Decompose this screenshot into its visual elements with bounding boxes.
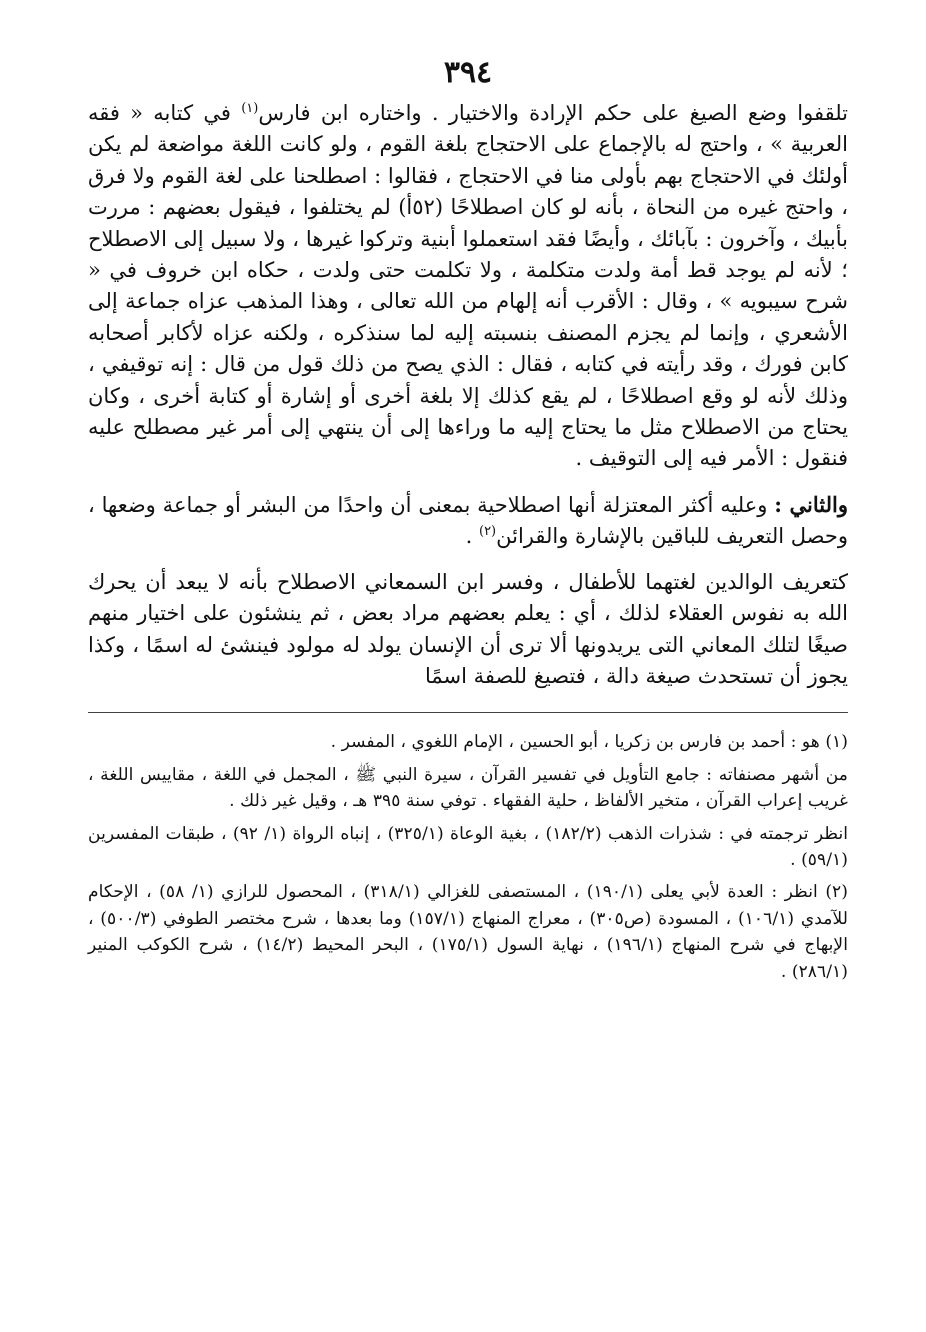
footnote-1-biography-sources: انظر ترجمته في : شذرات الذهب (١٨٢/٢) ، بغية الوعاة (٣٢٥/١) ، إنباه الرواة (١/ ٩٢) ، طبقات المفسرين (٥٩/١) .: [88, 823, 849, 870]
paragraph-second-text-a: وعليه أكثر المعتزلة أنها اصطلاحية بمعنى أن واحدًا من البشر أو جماعة وضعها ، وحصل التعريف للباقين بالإشارة والقرائن: [88, 492, 848, 549]
paragraph-second-text-b: .: [465, 524, 479, 549]
footnotes-section: [88, 729, 848, 985]
paragraph-second-lead: والثاني :: [774, 491, 848, 517]
footnote-1-works: من أشهر مصنفاته : جامع التأويل في تفسير القرآن ، سيرة النبي ﷺ ، المجمل في اللغة ، مقاييس اللغة ، غريب إعراب القرآن ، متخير الألفاظ ، حلية الفقهاء . توفي سنة ٣٩٥ هـ ، وقيل غير ذلك .: [88, 764, 848, 812]
paragraph-first-text-b: في كتابه « فقه العربية » ، واحتج له بالإجماع على الاحتجاج بلغة القوم ، ولو كانت اللغة مواضعة لم يكن أولئك في الاحتجاج بهم بأولى منا في الاحتجاج ، فقالوا : اصطلحنا على لغة القوم ولا فرق ، واحتج غيره من النحاة ، بأنه لو كان اصطلاحًا (٥٢أ) لم يختلفوا ، فيقول بعضهم : مررت بأبيك ، وآخرون : بآبائك ، وأيضًا فقد استعملوا أبنية وتركوا غيرها ، ولا سبيل إلى الاصطلاح ؛ لأنه لم يوجد قط أمة ولدت متكلمة ، ولا تكلمت حتى ولدت ، حكاه ابن خروف في « شرح سيبويه » ، وقال : الأقرب أنه إلهام من الله تعالى ، وهذا المذهب عزاه جماعة إلى الأشعري ، وإنما لم يجزم المصنف بنسبته إليه لما سنذكره ، ولكنه عزاه لأكابر أصحابه كابن فورك ، وقد رأيته في كتابه ، فقال : الذي يصح من ذلك قول من قال : إنه توقيفي ، وذلك لأنه لو وقع اصطلاحًا ، لم يقع كذلك إلا بلغة أخرى أو إشارة أو كتابة أخرى ، وكان يحتاج من الاصطلاح مثل ما يحتاج إليه ما وراءها إلى أن ينتهي إلى أمر غير مصطلح عليه فنقول : الأمر فيه إلى التوقيف .: [88, 101, 849, 471]
paragraph-third: كتعريف الوالدين لغتهما للأطفال ، وفسر ابن السمعاني الاصطلاح بأنه لا يبعد أن يحرك الله به نفوس العقلاء لذلك ، أي : يعلم بعضهم مراد بعض ، ثم ينشئون على اختيار منهم صيغًا لتلك المعاني التى يريدونها ألا ترى أن الإنسان يولد له مولود فينشئ له اسمًا ، وكذا يجوز أن تستحدث صيغة دالة ، فتصيغ للصفة اسمًا: [88, 569, 848, 688]
paragraph-second: [88, 489, 848, 553]
book-page: [88, 56, 848, 991]
footnote-2-sources: (٢) انظر : العدة لأبي يعلى (١٩٠/١) ، المستصفى للغزالي (٣١٨/١) ، المحصول للرازي (١/ ٥٨) ، الإحكام للآمدي (١٠٦/١) ، المسودة (ص٣٠٥) ، معراج المنهاج (١٥٧/١) وما بعدها ، شرح مختصر الطوفي (٥٠٠/٣) ، الإبهاج في شرح المنهاج (١٩٦/١) ، نهاية السول (١٧٥/١) ، البحر المحيط (١٤/٢) ، شرح الكوكب المنير (٢٨٦/١) .: [88, 882, 849, 982]
footnote-separator: [88, 712, 848, 713]
footnote-1-identity: (١) هو : أحمد بن فارس بن زكريا ، أبو الحسين ، الإمام اللغوي ، المفسر .: [330, 732, 848, 753]
page-number: ٣٩٤: [443, 55, 493, 90]
footnote-ref-1[interactable]: (١): [241, 101, 259, 116]
paragraph-first-text-a: تلقفوا وضع الصيغ على حكم الإرادة والاختيار . واختاره ابن فارس: [258, 101, 848, 125]
paragraph-first: [88, 98, 848, 475]
footnote-ref-2[interactable]: (٢): [478, 524, 497, 540]
